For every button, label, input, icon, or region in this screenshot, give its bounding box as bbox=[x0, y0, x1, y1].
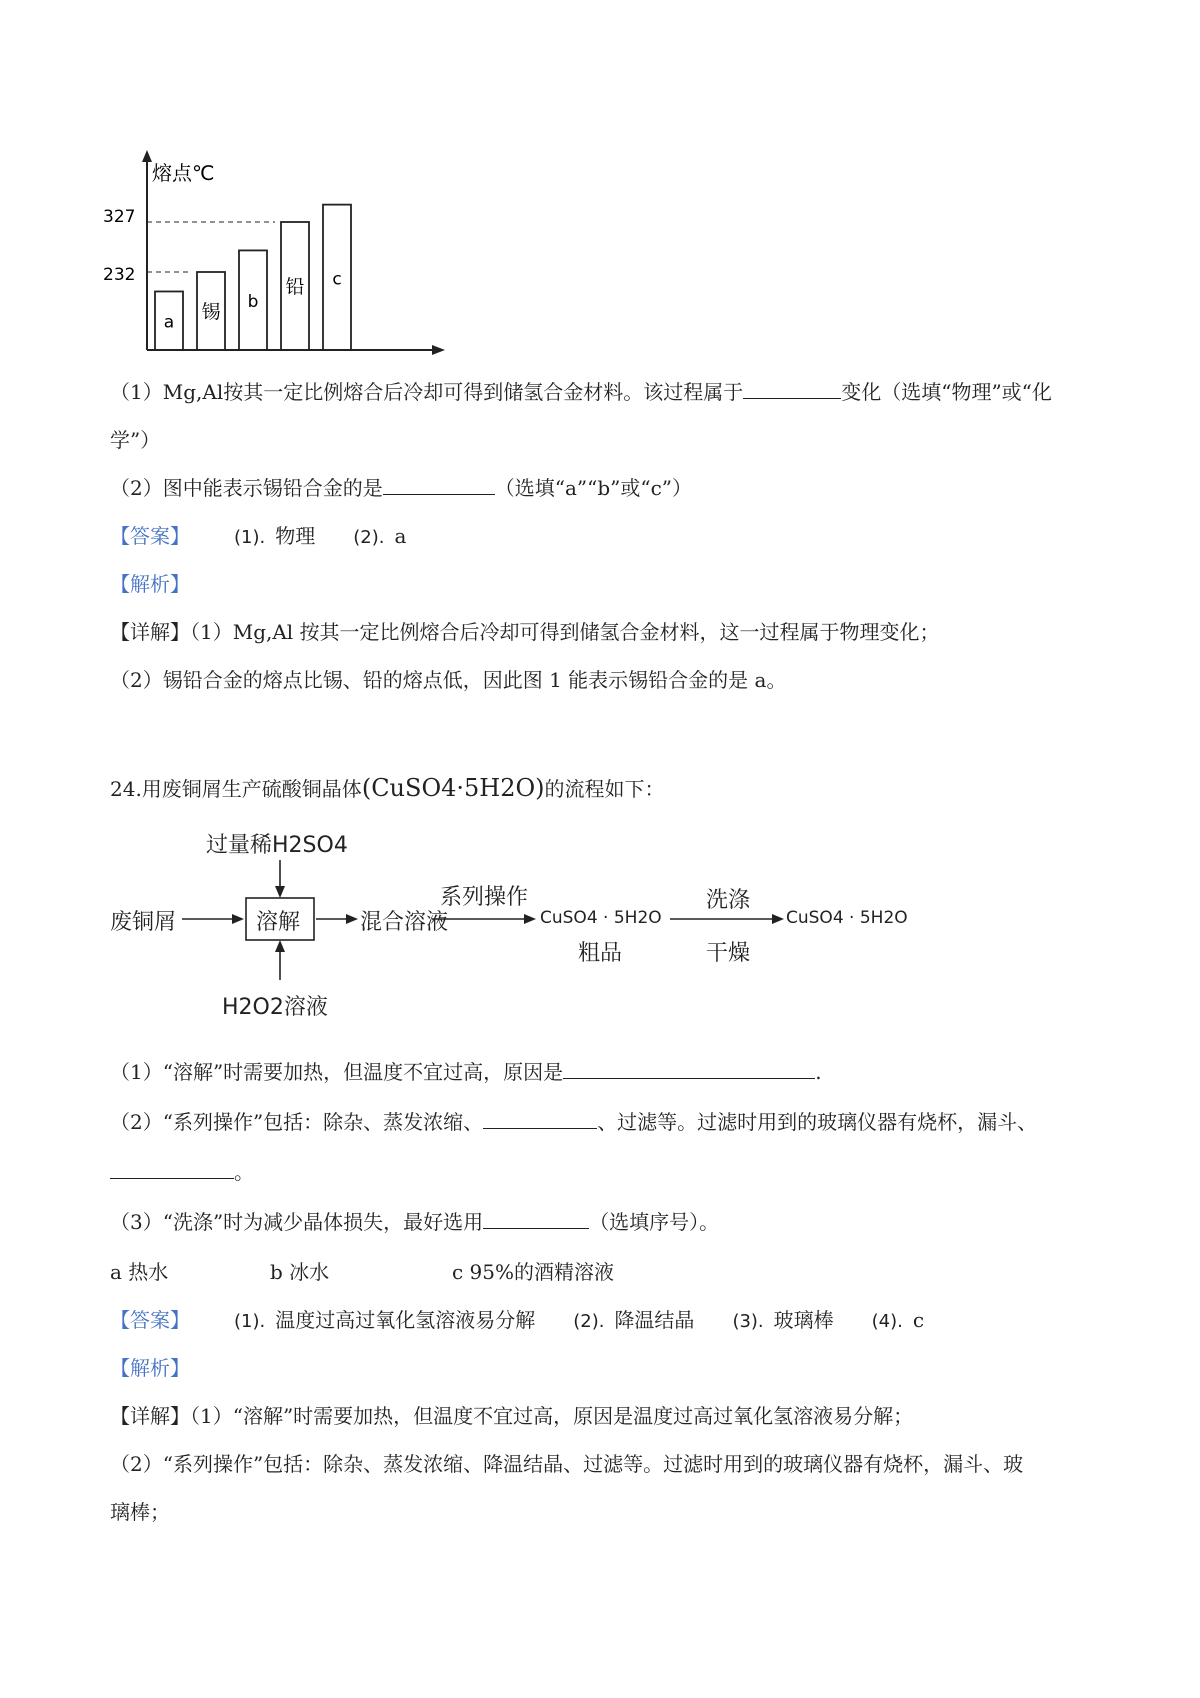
q24-answer-1-num: (1). bbox=[234, 1311, 266, 1332]
q24-detail-tag: 【详解】 bbox=[110, 1404, 190, 1428]
q23-answer-2 bbox=[353, 522, 406, 552]
q24-answer-2 bbox=[573, 1306, 694, 1336]
q23-answer-line bbox=[110, 522, 444, 552]
q24-answer-2-text: 降温结晶 bbox=[614, 1308, 695, 1332]
q23-detail-tag: 【详解】 bbox=[110, 620, 190, 644]
tick-label-327: 327 bbox=[103, 207, 136, 227]
q23-blank-2[interactable] bbox=[383, 474, 495, 495]
flow-op1: 系列操作 bbox=[440, 885, 529, 910]
q24-part2-tail: 。 bbox=[234, 1160, 254, 1184]
q24-formula-text: CuSO4·5H2O bbox=[371, 774, 536, 802]
q24-detail-line2 bbox=[110, 1450, 1023, 1478]
q23-part2-tail: （选填“a”“b”或“c”） bbox=[494, 476, 693, 500]
flow-op2-top: 洗涤 bbox=[706, 888, 751, 913]
q24-answer-4 bbox=[872, 1306, 924, 1336]
q24-part2-text: （2）“系列操作”包括：除杂、蒸发浓缩、 bbox=[110, 1110, 484, 1134]
q24-answer-1 bbox=[234, 1306, 535, 1336]
q24-part2-line2 bbox=[110, 1158, 254, 1186]
q24-part1-text: （1）“溶解”时需要加热，但温度不宜过高，原因是 bbox=[110, 1060, 564, 1084]
flow-product: CuSO4 · 5H2O bbox=[786, 908, 908, 928]
q24-answer-2-num: (2). bbox=[573, 1311, 605, 1332]
q23-part1-line1 bbox=[110, 378, 1052, 406]
q23-answer-2-num: (2). bbox=[353, 527, 385, 548]
q24-detail-line3 bbox=[110, 1498, 170, 1526]
q24-answer-3-text: 玻璃棒 bbox=[773, 1308, 834, 1332]
q24-blank-2[interactable] bbox=[483, 1108, 597, 1129]
flow-mixture: 混合溶液 bbox=[360, 910, 449, 935]
flow-crude-sub: 粗品 bbox=[578, 941, 623, 966]
q24-part2-line1 bbox=[110, 1108, 1037, 1136]
q23-part1-tail: 变化（选填“物理”或“化 bbox=[841, 380, 1052, 404]
q23-answer-1-text: 物理 bbox=[275, 524, 316, 548]
q23-part1-line2 bbox=[110, 426, 160, 454]
q23-part1-num: （1） bbox=[110, 380, 163, 404]
q24-analysis-tag: 【解析】 bbox=[110, 1356, 190, 1380]
flow-chart bbox=[110, 828, 990, 1028]
q23-answer-2-text: a bbox=[394, 524, 407, 548]
q24-option-a: a 热水 bbox=[110, 1260, 169, 1284]
q23-answer-1-num: (1). bbox=[234, 527, 266, 548]
flow-process: 溶解 bbox=[256, 910, 301, 935]
q24-answer-3 bbox=[732, 1306, 833, 1336]
q24-blank-1[interactable] bbox=[563, 1058, 815, 1079]
q23-part1-text: 按其一定比例熔合后冷却可得到储氢合金材料。该过程属于 bbox=[223, 380, 744, 404]
q23-detail-line2 bbox=[110, 666, 786, 694]
q24-part3-line bbox=[110, 1208, 719, 1236]
q24-part3-tail: （选填序号）。 bbox=[589, 1210, 720, 1234]
q23-detail-line1 bbox=[110, 618, 940, 646]
q24-answer-1-text: 温度过高过氧化氢溶液易分解 bbox=[275, 1308, 536, 1332]
melting-point-chart bbox=[100, 150, 460, 360]
q24-title bbox=[110, 774, 665, 803]
q24-answer-tag: 【答案】 bbox=[110, 1308, 190, 1332]
q23-part1-elements: Mg,Al bbox=[162, 380, 224, 404]
bar-label-1: a bbox=[163, 312, 175, 333]
y-axis-arrow bbox=[142, 150, 152, 162]
q24-part1-tail: . bbox=[815, 1060, 822, 1084]
flow-top-reagent: 过量稀H2SO4 bbox=[206, 833, 348, 858]
q24-analysis-line bbox=[110, 1354, 190, 1382]
q24-option-b: b 冰水 bbox=[270, 1260, 330, 1284]
bar-label-5: c bbox=[332, 269, 342, 290]
q23-detail-1: （1）Mg,Al 按其一定比例熔合后冷却可得到储氢合金材料，这一过程属于物理变化； bbox=[190, 620, 940, 644]
q24-part3-text: （3）“洗涤”时为减少晶体损失，最好选用 bbox=[110, 1210, 484, 1234]
q24-blank-4[interactable] bbox=[483, 1208, 589, 1229]
flow-op2-bottom: 干燥 bbox=[706, 941, 751, 966]
q24-detail-line1 bbox=[110, 1402, 913, 1430]
q24-part1-line bbox=[110, 1058, 822, 1086]
q23-blank-1[interactable] bbox=[743, 378, 841, 399]
q24-title-tail: 的流程如下： bbox=[544, 777, 665, 801]
tick-label-232: 232 bbox=[103, 265, 136, 285]
q24-detail-2a: （2）“系列操作”包括：除杂、蒸发浓缩、降温结晶、过滤等。过滤时用到的玻璃仪器有烧杯，漏斗、玻 bbox=[110, 1452, 1024, 1476]
q23-part1-tail2: 学”） bbox=[110, 428, 161, 452]
q23-analysis-line bbox=[110, 570, 190, 598]
flow-input: 废铜屑 bbox=[110, 910, 177, 935]
q23-detail-2: （2）锡铅合金的熔点比锡、铅的熔点低，因此图 1 能表示锡铅合金的是 a。 bbox=[110, 668, 787, 692]
q24-answer-3-num: (3). bbox=[732, 1311, 764, 1332]
q24-detail-1: （1）“溶解”时需要加热，但温度不宜过高，原因是温度过高过氧化氢溶液易分解； bbox=[190, 1404, 914, 1428]
q24-title-text: 24.用废铜屑生产硫酸铜晶体 bbox=[110, 777, 362, 801]
q23-answer-tag: 【答案】 bbox=[110, 524, 190, 548]
bar-label-3: b bbox=[247, 292, 259, 313]
q24-blank-3[interactable] bbox=[110, 1158, 234, 1179]
q23-part2-text: （2）图中能表示锡铅合金的是 bbox=[110, 476, 383, 500]
q24-part2-mid: 、过滤等。过滤时用到的玻璃仪器有烧杯，漏斗、 bbox=[597, 1110, 1038, 1134]
y-axis-label: 熔点℃ bbox=[152, 161, 215, 185]
x-axis-arrow bbox=[432, 345, 445, 355]
q23-analysis-tag: 【解析】 bbox=[110, 572, 190, 596]
q23-part2-line bbox=[110, 474, 692, 502]
bars-group bbox=[155, 205, 351, 350]
q24-formula: (CuSO4·5H2O) bbox=[361, 774, 545, 802]
q24-detail-2b: 璃棒； bbox=[110, 1500, 170, 1524]
q23-answer-1 bbox=[234, 522, 315, 552]
bar-label-2: 锡 bbox=[201, 301, 221, 323]
flow-crude: CuSO4 · 5H2O bbox=[540, 908, 662, 928]
q24-answer-line bbox=[110, 1306, 962, 1336]
bar-label-4: 铅 bbox=[285, 276, 305, 298]
flow-bottom-reagent: H2O2溶液 bbox=[222, 995, 328, 1020]
q24-option-c: c 95%的酒精溶液 bbox=[452, 1260, 615, 1284]
q24-answer-4-text: c bbox=[912, 1308, 925, 1332]
q24-answer-4-num: (4). bbox=[871, 1311, 903, 1332]
